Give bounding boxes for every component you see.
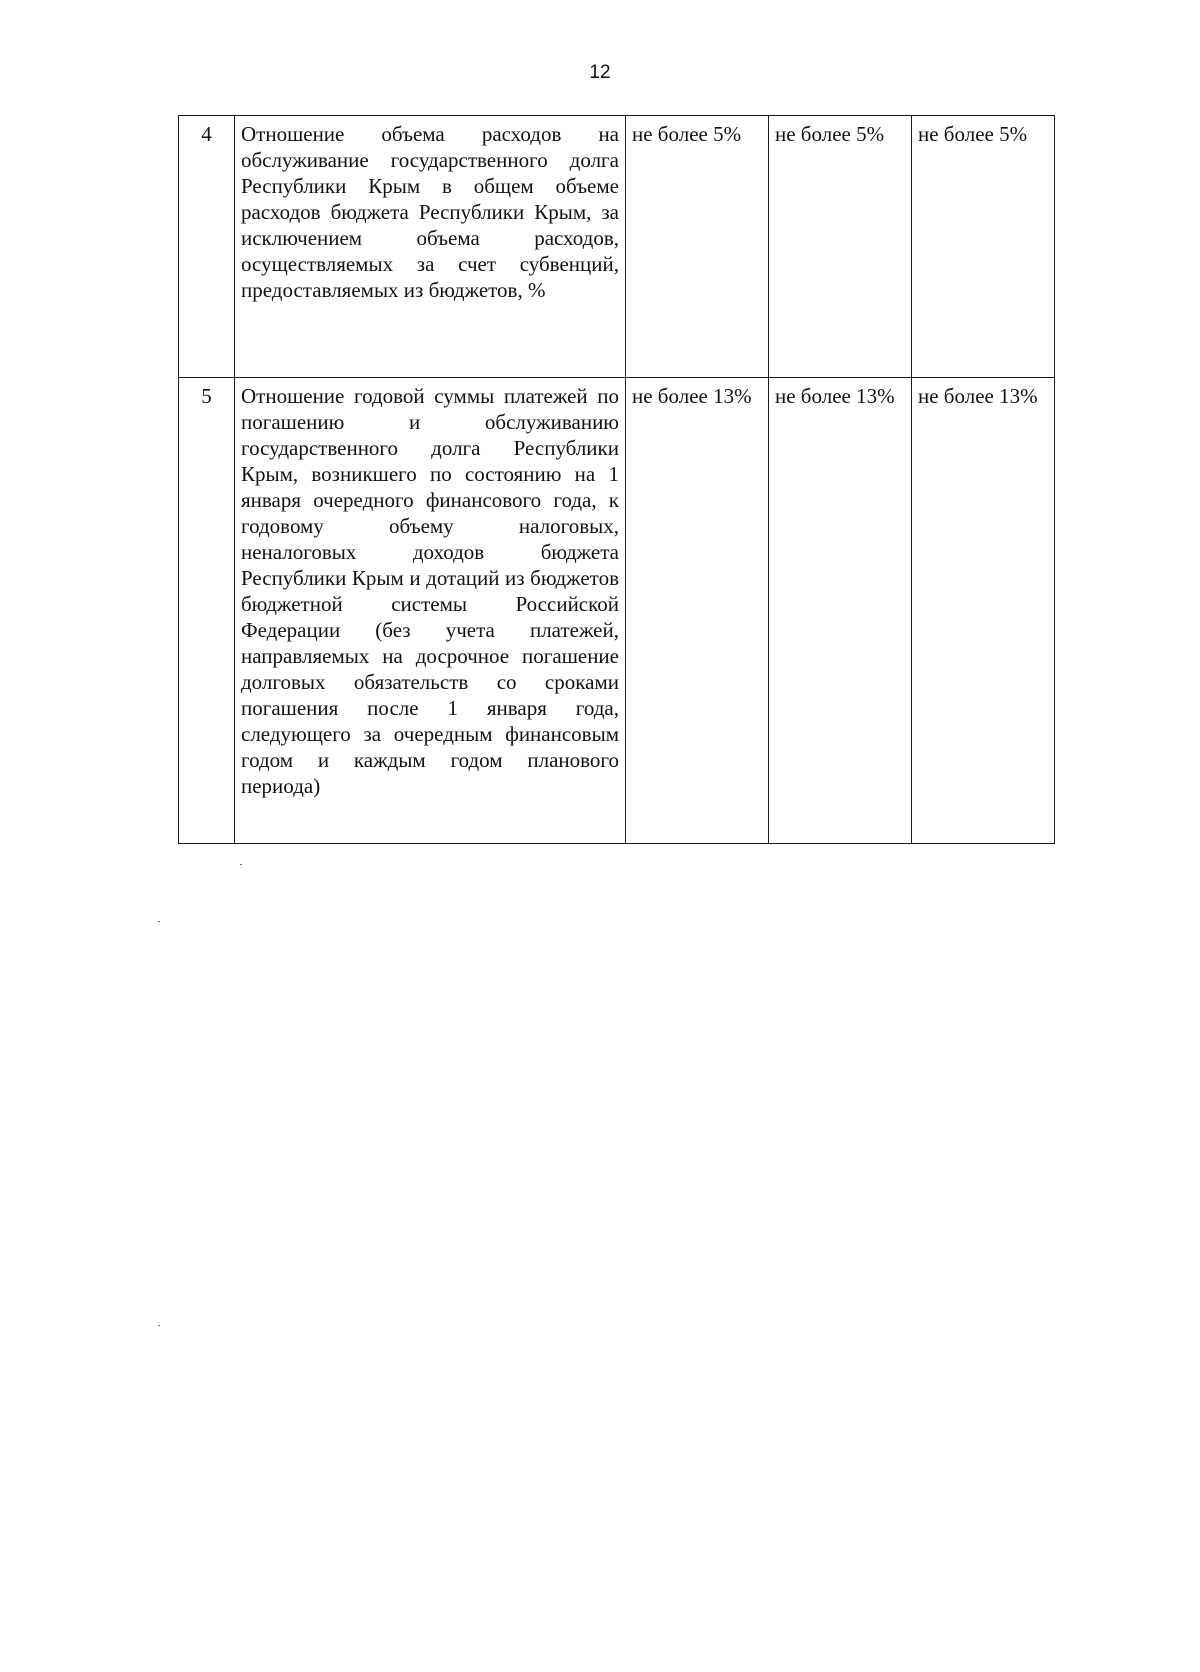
page-number: 12 xyxy=(589,62,611,83)
row-value-year-1: не более 5% xyxy=(626,116,769,378)
row-description: Отношение годовой суммы платежей по погашению и обслуживанию государственного долга Республики Крым, возникшего по состоянию на 1 января очередного финансового года, к годовому объему налоговых, неналоговых доходов бюджета Республики Крым и дотаций из бюджетов бюджетной системы Российской Федерации (без учета платежей, направляемых на досрочное погашение долговых обязательств со сроками погашения после 1 января года, следующего за очередным финансовым годом и каждым годом планового периода) xyxy=(235,378,626,844)
scan-speck xyxy=(240,864,242,865)
scan-speck xyxy=(158,1325,160,1326)
indicators-table xyxy=(178,115,1055,844)
row-value-year-3: не более 13% xyxy=(912,378,1055,844)
row-description: Отношение объема расходов на обслуживание государственного долга Республики Крым в общем объеме расходов бюджета Республики Крым, за исключением объема расходов, осуществляемых за счет субвенций, предоставляемых из бюджетов, % xyxy=(235,116,626,378)
row-number: 4 xyxy=(179,116,235,378)
row-number: 5 xyxy=(179,378,235,844)
row-value-year-3: не более 5% xyxy=(912,116,1055,378)
row-value-year-2: не более 13% xyxy=(769,378,912,844)
table-row xyxy=(179,116,1055,378)
row-value-year-1: не более 13% xyxy=(626,378,769,844)
table-row xyxy=(179,378,1055,844)
scan-speck xyxy=(158,921,160,922)
row-value-year-2: не более 5% xyxy=(769,116,912,378)
